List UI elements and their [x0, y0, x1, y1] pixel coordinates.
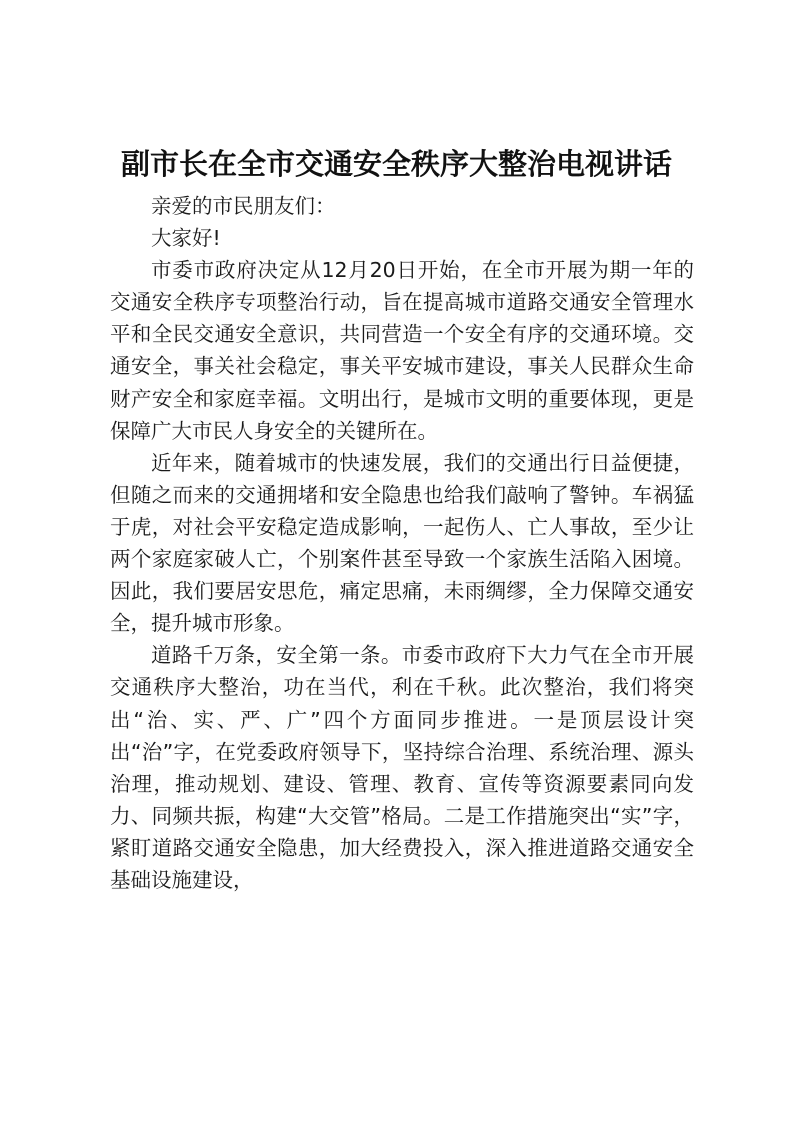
document-title: 副市长在全市交通安全秩序大整治电视讲话: [120, 147, 672, 181]
body-paragraph: 道路千万条，安全第一条。市委市政府下大力气在全市开展交通秩序大整治，功在当代，利在千秋。此次整治，我们将突出“治、实、严、广”四个方面同步推进。一是顶层设计突出“治”字，在党委政府领导下，坚持综合治理、系统治理、源头治理，推动规划、建设、管理、教育、宣传等资源要素同向发力、同频共振，构建“大交管”格局。二是工作措施突出“实”字，紧盯道路交通安全隐患，加大经费投入，深入推进道路交通安全基础设施建设，: [110, 643, 694, 892]
salutation: 亲爱的市民朋友们：: [151, 194, 336, 218]
greeting: 大家好!: [151, 226, 221, 251]
body-paragraph: 市委市政府决定从12月20日开始，在全市开展为期一年的交通安全秩序专项整治行动，旨在提高城市道路交通安全管理水平和全民交通安全意识，共同营造一个安全有序的交通环境。交通安全，事关社会稳定，事关平安城市建设，事关人民群众生命财产安全和家庭幸福。文明出行，是城市文明的重要体现，更是保障广大市民人身安全的关键所在。: [110, 258, 694, 443]
document-body: [110, 190, 694, 896]
body-paragraph: 近年来，随着城市的快速发展，我们的交通出行日益便捷，但随之而来的交通拥堵和安全隐患也给我们敲响了警钟。车祸猛于虎，对社会平安稳定造成影响，一起伤人、亡人事故，至少让两个家庭家破人亡，个别案件甚至导致一个家族生活陷入困境。因此，我们要居安思危，痛定思痛，未雨绸缪，全力保障交通安全，提升城市形象。: [110, 450, 694, 636]
